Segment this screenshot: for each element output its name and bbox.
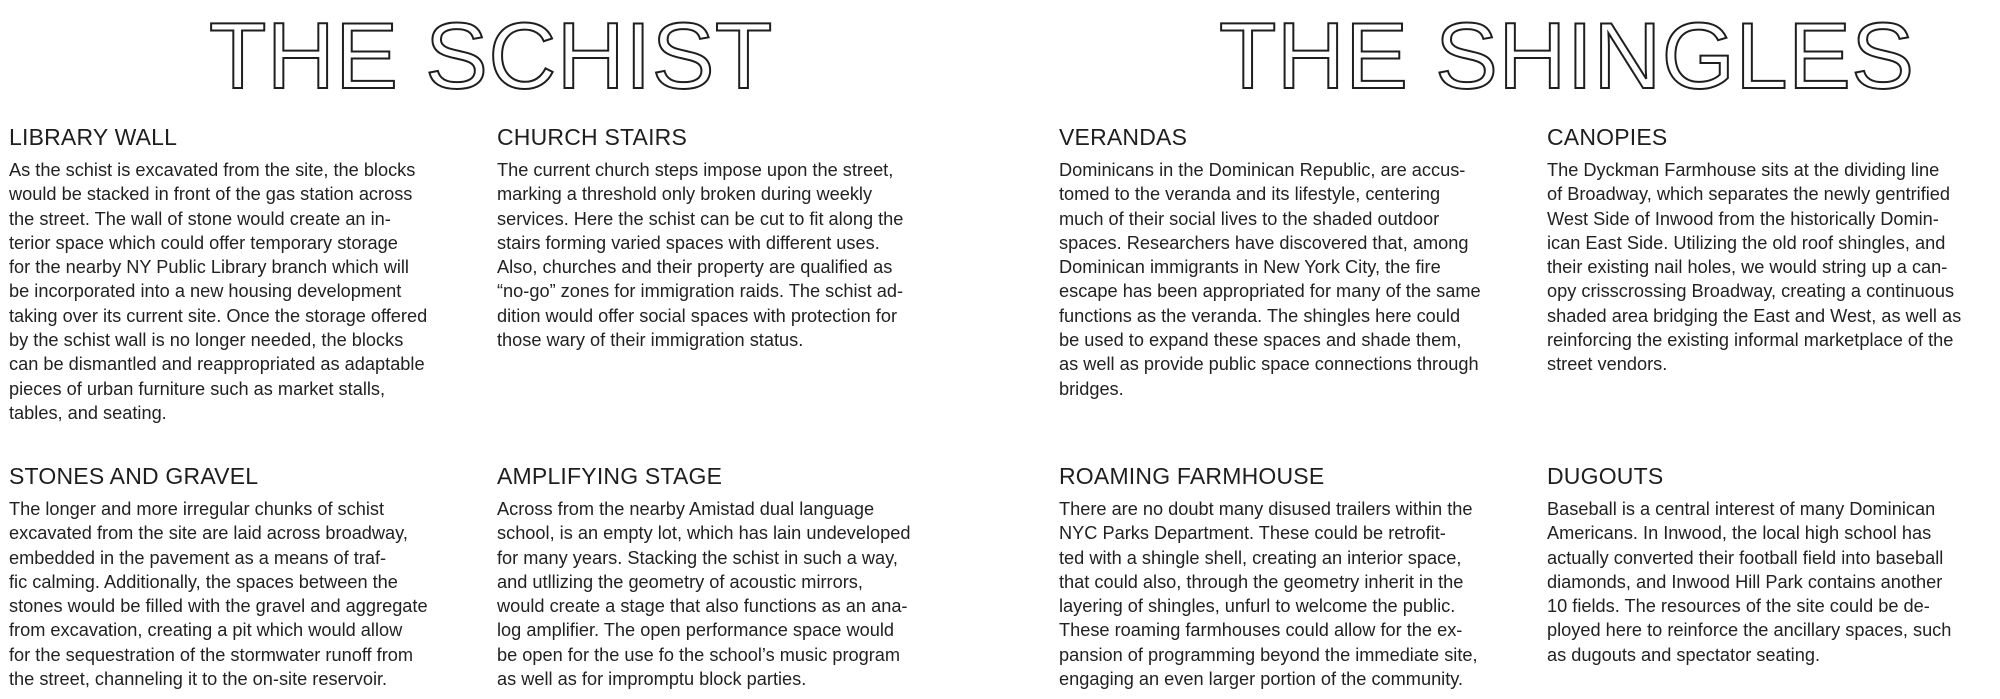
- body-line: that could also, through the geometry inherit in the: [1059, 571, 1464, 592]
- body-line: ployed here to reinforce the ancillary spaces, such: [1547, 620, 1952, 641]
- body-line: pieces of urban furniture such as market stalls,: [9, 378, 386, 399]
- body-line: tables, and seating.: [9, 402, 167, 423]
- body-line: marking a threshold only broken during weekly: [497, 184, 873, 205]
- body-line: embedded in the pavement as a means of traf-: [9, 547, 387, 568]
- body-line: 10 fields. The resources of the site could be de-: [1547, 596, 1930, 617]
- section-heading: CHURCH STAIRS: [497, 124, 688, 150]
- section-body: [1059, 158, 1521, 401]
- body-line: as well as for impromptu block parties.: [497, 669, 807, 690]
- body-line: ted with a shingle shell, creating an interior space,: [1059, 547, 1462, 568]
- section-heading: AMPLIFYING STAGE: [497, 463, 723, 489]
- section-body: [1547, 497, 2000, 667]
- body-line: Also, churches and their property are qualified as: [497, 257, 893, 278]
- body-line: pansion of programming beyond the immediate site,: [1059, 644, 1478, 665]
- body-line: for many years. Stacking the schist in such a way,: [497, 547, 898, 568]
- body-line: West Side of Inwood from the historically Domin-: [1547, 208, 1939, 229]
- section-body: [497, 158, 959, 352]
- body-line: stones would be filled with the gravel and aggregate: [9, 596, 428, 617]
- section-heading: DUGOUTS: [1547, 463, 1664, 489]
- body-line: Across from the nearby Amistad dual language: [497, 499, 875, 519]
- body-line: Dominican immigrants in New York City, the fire: [1059, 257, 1441, 278]
- body-line: As the schist is excavated from the site, the blocks: [9, 160, 416, 180]
- body-line: excavated from the site are laid across broadway,: [9, 523, 408, 544]
- body-line: as well as provide public space connections through: [1059, 354, 1479, 375]
- body-line: can be dismantled and reappropriated as adaptable: [9, 354, 425, 375]
- body-line: Baseball is a central interest of many Dominican: [1547, 499, 1936, 519]
- body-line: street vendors.: [1547, 354, 1668, 375]
- body-line: shaded area bridging the East and West, as well as: [1547, 305, 1962, 326]
- section-church-stairs: [497, 124, 959, 352]
- body-line: terior space which could offer temporary storage: [9, 232, 398, 253]
- body-line: the street, channeling it to the on-site reservoir.: [9, 669, 388, 690]
- body-line: for the sequestration of the stormwater runoff from: [9, 644, 414, 665]
- section-amplifying-stage: [497, 463, 959, 691]
- body-line: NYC Parks Department. These could be retrofit-: [1059, 523, 1446, 544]
- body-line: reinforcing the existing informal marketplace of the: [1547, 330, 1954, 351]
- body-line: for the nearby NY Public Library branch which will: [9, 257, 409, 278]
- body-line: would be stacked in front of the gas station across: [9, 184, 413, 205]
- body-line: There are no doubt many disused trailers within the: [1059, 499, 1473, 519]
- section-body: [9, 158, 471, 425]
- body-line: The current church steps impose upon the street,: [497, 160, 894, 180]
- section-library-wall: [9, 124, 471, 425]
- body-line: the street. The wall of stone would create an in-: [9, 208, 391, 229]
- body-line: of Broadway, which separates the newly gentrified: [1547, 184, 1951, 205]
- body-line: escape has been appropriated for many of the same: [1059, 281, 1481, 302]
- body-line: bridges.: [1059, 378, 1124, 399]
- section-heading: ROAMING FARMHOUSE: [1059, 463, 1325, 489]
- title-the-schist: THE SCHIST: [209, 3, 773, 108]
- body-line: and utllizing the geometry of acoustic mirrors,: [497, 571, 863, 592]
- body-line: much of their social lives to the shaded outdoor: [1059, 208, 1440, 229]
- section-body: [1059, 497, 1521, 691]
- body-line: would create a stage that also functions as an ana-: [497, 596, 908, 617]
- section-roaming-farmhouse: [1059, 463, 1521, 691]
- body-line: stairs forming varied spaces with different uses.: [497, 232, 880, 253]
- section-dugouts: [1547, 463, 2000, 667]
- body-line: diamonds, and Inwood Hill Park contains another: [1547, 571, 1943, 592]
- body-line: dition would offer social spaces with protection for: [497, 305, 898, 326]
- body-line: “no-go” zones for immigration raids. The schist ad-: [497, 281, 904, 302]
- body-line: actually converted their football field into baseball: [1547, 547, 1944, 568]
- body-line: engaging an even larger portion of the community.: [1059, 669, 1464, 690]
- body-line: as dugouts and spectator seating.: [1547, 644, 1820, 665]
- section-heading: CANOPIES: [1547, 124, 1668, 150]
- title-the-shingles: THE SHINGLES: [1219, 3, 1915, 108]
- body-line: ican East Side. Utilizing the old roof shingles, and: [1547, 232, 1946, 253]
- section-heading: STONES AND GRAVEL: [9, 463, 259, 489]
- section-verandas: [1059, 124, 1521, 401]
- body-line: from excavation, creating a pit which would allow: [9, 620, 403, 641]
- body-line: Americans. In Inwood, the local high school has: [1547, 523, 1932, 544]
- section-heading: LIBRARY WALL: [9, 124, 178, 150]
- body-line: services. Here the schist can be cut to fit along the: [497, 208, 904, 229]
- body-line: opy crisscrossing Broadway, creating a continuous: [1547, 281, 1955, 302]
- body-line: school, is an empty lot, which has lain undeveloped: [497, 523, 911, 544]
- body-line: fic calming. Additionally, the spaces between the: [9, 571, 398, 592]
- section-body: [9, 497, 471, 691]
- body-line: be used to expand these spaces and shade them,: [1059, 330, 1462, 351]
- body-line: Dominicans in the Dominican Republic, are accus-: [1059, 160, 1466, 180]
- section-heading: VERANDAS: [1059, 124, 1188, 150]
- body-line: These roaming farmhouses could allow for the ex-: [1059, 620, 1463, 641]
- body-line: be open for the use fo the school’s music program: [497, 644, 901, 665]
- body-line: log amplifier. The open performance space would: [497, 620, 894, 641]
- body-line: their existing nail holes, we would string up a can-: [1547, 257, 1948, 278]
- section-body: [497, 497, 959, 691]
- section-stones-and-gravel: [9, 463, 471, 691]
- body-line: taking over its current site. Once the storage offered: [9, 305, 428, 326]
- body-line: spaces. Researchers have discovered that, among: [1059, 232, 1469, 253]
- body-line: functions as the veranda. The shingles here could: [1059, 305, 1461, 326]
- body-line: be incorporated into a new housing development: [9, 281, 402, 302]
- body-line: by the schist wall is no longer needed, the blocks: [9, 330, 404, 351]
- body-line: tomed to the veranda and its lifestyle, centering: [1059, 184, 1441, 205]
- body-line: The longer and more irregular chunks of schist: [9, 499, 385, 519]
- body-line: those wary of their immigration status.: [497, 330, 804, 351]
- body-line: The Dyckman Farmhouse sits at the dividing line: [1547, 160, 1940, 180]
- section-canopies: [1547, 124, 2000, 377]
- section-body: [1547, 158, 2000, 377]
- body-line: layering of shingles, unfurl to welcome the public.: [1059, 596, 1456, 617]
